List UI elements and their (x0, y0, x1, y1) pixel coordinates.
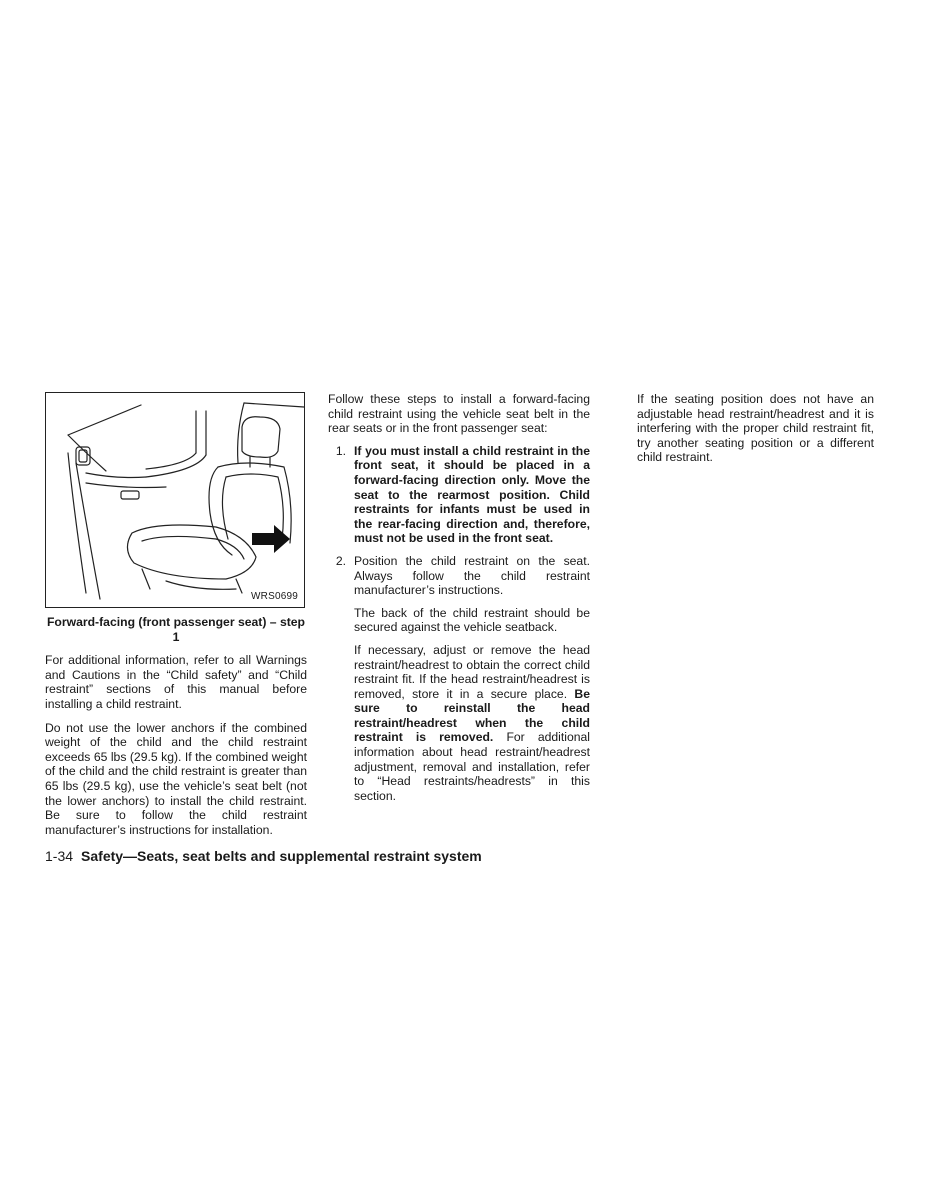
step-1-text: If you must install a child restraint in the front seat, it should be placed in a forward-facing direction only. Move the seat to the rearmost position. Child restraints for infants must be used in the rear-facing direction and, therefore, must not be used in the front seat. (354, 443, 590, 546)
car-seat-drawing (46, 393, 304, 607)
step-2-p3-bold: Be sure to reinstall the head restraint/headrest when the child restraint is removed. (354, 686, 590, 745)
page-footer (45, 848, 482, 864)
col1-paragraph-2: Do not use the lower anchors if the combined weight of the child and the child restraint exceeds 65 lbs (29.5 kg). If the combined weight of the child and the child restraint is greater than 65 lbs (29.5 kg), use the vehicle’s seat belt (not the lower anchors) to install the child restraint. Be sure to follow the child restraint manufacturer’s instructions for installation. (45, 720, 307, 837)
col3-paragraph-1: If the seating position does not have an adjustable head restraint/headrest and it is interfering with the proper child restraint fit, try another seating position or a different child restraint. (637, 392, 874, 465)
step-2-paragraph-2: The back of the child restraint should be secured against the vehicle seatback. (354, 605, 590, 635)
steps-list (328, 444, 590, 598)
step-2-number: 2. (335, 553, 346, 568)
figure-code: WRS0699 (251, 591, 298, 603)
step-1-number: 1. (335, 443, 346, 458)
figure-caption: Forward-facing (front passenger seat) – step 1 (46, 615, 306, 644)
column-left (45, 392, 307, 837)
page-number: 1-34 (45, 848, 74, 864)
forward-arrow-icon (252, 525, 290, 553)
step-2-paragraph-3 (354, 643, 590, 804)
step-2-p3-text-c: For additional information about head restraint/headrest adjustment, removal and installation, refer to “Head restraints/headrests” in this section. (354, 730, 590, 803)
column-right (637, 392, 874, 465)
col1-paragraph-1: For additional information, refer to all Warnings and Cautions in the “Child safety” and “Child restraint” sections of this manual before installing a child restraint. (45, 653, 307, 711)
col2-intro: Follow these steps to install a forward-facing child restraint using the vehicle seat belt in the rear seats or in the front passenger seat: (328, 392, 590, 436)
step-2-text: Position the child restraint on the seat. Always follow the child restraint manufacturer’s instructions. (354, 553, 590, 598)
step-2-p3-text-a: If necessary, adjust or remove the head restraint/headrest to obtain the correct child restraint fit. If the head restraint/headrest is removed, store it in a secure place. (354, 642, 590, 701)
step-2 (328, 554, 590, 598)
section-title: Safety—Seats, seat belts and supplemental restraint system (81, 848, 482, 864)
seat-illustration (45, 392, 305, 608)
column-middle (328, 392, 590, 803)
step-1 (328, 444, 590, 546)
